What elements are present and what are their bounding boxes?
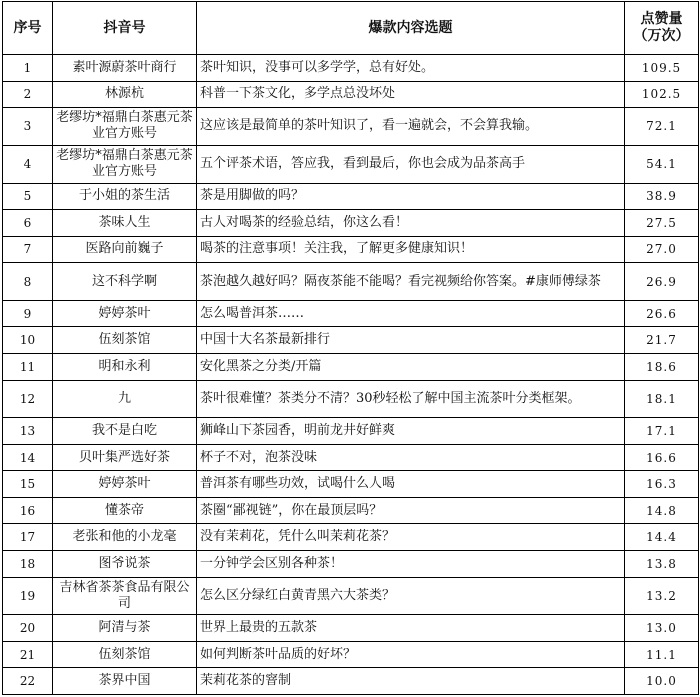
header-likes: 点赞量 （万次） — [625, 2, 699, 55]
table-row — [3, 497, 699, 524]
row-number: 4 — [3, 145, 53, 183]
likes-count: 11.1 — [625, 641, 699, 668]
likes-count: 26.6 — [625, 300, 699, 327]
account-name: 老缪坊*福鼎白茶惠元茶业官方账号 — [53, 145, 197, 183]
content-topic: 茉莉花茶的窨制 — [197, 668, 625, 695]
account-name: 老缪坊*福鼎白茶惠元茶业官方账号 — [53, 108, 197, 146]
content-topic: 茶叶知识，没事可以多学学，总有好处。 — [197, 55, 625, 82]
table-row — [3, 471, 699, 498]
table-row — [3, 615, 699, 642]
content-topic: 没有茉莉花，凭什么叫茉莉花茶？ — [197, 524, 625, 551]
likes-count: 14.8 — [625, 497, 699, 524]
likes-count: 18.6 — [625, 354, 699, 381]
row-number: 20 — [3, 615, 53, 642]
row-number: 16 — [3, 497, 53, 524]
table-row — [3, 641, 699, 668]
row-number: 8 — [3, 263, 53, 301]
account-name: 茶味人生 — [53, 210, 197, 237]
table-row — [3, 263, 699, 301]
likes-count: 109.5 — [625, 55, 699, 82]
content-topic: 科普一下茶文化，多学点总没坏处 — [197, 81, 625, 108]
row-number: 1 — [3, 55, 53, 82]
row-number: 17 — [3, 524, 53, 551]
likes-count: 102.5 — [625, 81, 699, 108]
account-name: 贝叶集严选好茶 — [53, 444, 197, 471]
row-number: 14 — [3, 444, 53, 471]
content-topic: 一分钟学会区别各种茶！ — [197, 550, 625, 577]
account-name: 医路向前巍子 — [53, 236, 197, 263]
content-topic: 中国十大名茶最新排行 — [197, 327, 625, 354]
content-topic: 茶叶很难懂？茶类分不清？30秒轻松了解中国主流茶叶分类框架。 — [197, 380, 625, 418]
table-row — [3, 183, 699, 210]
likes-count: 16.3 — [625, 471, 699, 498]
row-number: 6 — [3, 210, 53, 237]
row-number: 2 — [3, 81, 53, 108]
row-number: 7 — [3, 236, 53, 263]
content-topic: 茶圈“鄙视链”，你在最顶层吗？ — [197, 497, 625, 524]
account-name: 素叶源蔚茶叶商行 — [53, 55, 197, 82]
likes-count: 27.5 — [625, 210, 699, 237]
account-name: 明和永利 — [53, 354, 197, 381]
table-row — [3, 327, 699, 354]
likes-count: 21.7 — [625, 327, 699, 354]
likes-count: 38.9 — [625, 183, 699, 210]
table-row — [3, 550, 699, 577]
content-topic: 如何判断茶叶品质的好坏？ — [197, 641, 625, 668]
row-number: 10 — [3, 327, 53, 354]
content-topic: 五个评茶术语，答应我，看到最后，你也会成为品茶高手 — [197, 145, 625, 183]
header-topic: 爆款内容选题 — [197, 2, 625, 55]
row-number: 12 — [3, 380, 53, 418]
row-number: 9 — [3, 300, 53, 327]
likes-count: 18.1 — [625, 380, 699, 418]
row-number: 22 — [3, 668, 53, 695]
content-topic: 茶是用脚做的吗？ — [197, 183, 625, 210]
row-number: 21 — [3, 641, 53, 668]
likes-count: 13.2 — [625, 577, 699, 615]
account-name: 伍刻茶馆 — [53, 641, 197, 668]
table-row — [3, 418, 699, 445]
likes-count: 13.8 — [625, 550, 699, 577]
account-name: 老张和他的小龙毫 — [53, 524, 197, 551]
table-row — [3, 81, 699, 108]
table-row — [3, 668, 699, 695]
content-topic: 普洱茶有哪些功效，试喝什么人喝 — [197, 471, 625, 498]
row-number: 18 — [3, 550, 53, 577]
content-topic: 怎么区分绿红白黄青黑六大茶类？ — [197, 577, 625, 615]
table-row — [3, 145, 699, 183]
table-row — [3, 524, 699, 551]
account-name: 懂茶帝 — [53, 497, 197, 524]
account-name: 图爷说茶 — [53, 550, 197, 577]
account-name: 林源杭 — [53, 81, 197, 108]
table-row — [3, 354, 699, 381]
account-name: 我不是白吃 — [53, 418, 197, 445]
likes-count: 13.0 — [625, 615, 699, 642]
row-number: 13 — [3, 418, 53, 445]
account-name: 九 — [53, 380, 197, 418]
likes-count: 54.1 — [625, 145, 699, 183]
row-number: 3 — [3, 108, 53, 146]
account-name: 阿清与茶 — [53, 615, 197, 642]
table-row — [3, 577, 699, 615]
table-row — [3, 444, 699, 471]
account-name: 婷婷茶叶 — [53, 300, 197, 327]
row-number: 15 — [3, 471, 53, 498]
content-topic: 喝茶的注意事项！关注我，了解更多健康知识！ — [197, 236, 625, 263]
account-name: 这不科学啊 — [53, 263, 197, 301]
account-name: 于小姐的茶生活 — [53, 183, 197, 210]
row-number: 11 — [3, 354, 53, 381]
account-name: 婷婷茶叶 — [53, 471, 197, 498]
content-topic: 狮峰山下茶园香，明前龙井好鲜爽 — [197, 418, 625, 445]
content-topic: 世界上最贵的五款茶 — [197, 615, 625, 642]
table-row — [3, 300, 699, 327]
content-topic: 茶泡越久越好吗？隔夜茶能不能喝？看完视频给你答案。#康师傅绿茶 — [197, 263, 625, 301]
account-name: 伍刻茶馆 — [53, 327, 197, 354]
likes-count: 26.9 — [625, 263, 699, 301]
table-row — [3, 380, 699, 418]
likes-count: 10.0 — [625, 668, 699, 695]
tea-content-table — [2, 1, 699, 695]
table-row — [3, 210, 699, 237]
content-topic: 杯子不对，泡茶没味 — [197, 444, 625, 471]
header-num: 序号 — [3, 2, 53, 55]
content-topic: 这应该是最简单的茶叶知识了，看一遍就会，不会算我输。 — [197, 108, 625, 146]
header-row — [3, 2, 699, 55]
content-topic: 古人对喝茶的经验总结，你这么看！ — [197, 210, 625, 237]
table-row — [3, 236, 699, 263]
likes-count: 14.4 — [625, 524, 699, 551]
table-row — [3, 55, 699, 82]
row-number: 5 — [3, 183, 53, 210]
table-row — [3, 108, 699, 146]
content-topic: 安化黑茶之分类/开篇 — [197, 354, 625, 381]
likes-count: 17.1 — [625, 418, 699, 445]
account-name: 吉林省茶茶食品有限公司 — [53, 577, 197, 615]
likes-count: 16.6 — [625, 444, 699, 471]
account-name: 茶界中国 — [53, 668, 197, 695]
header-account: 抖音号 — [53, 2, 197, 55]
likes-count: 72.1 — [625, 108, 699, 146]
likes-count: 27.0 — [625, 236, 699, 263]
row-number: 19 — [3, 577, 53, 615]
content-topic: 怎么喝普洱茶…… — [197, 300, 625, 327]
